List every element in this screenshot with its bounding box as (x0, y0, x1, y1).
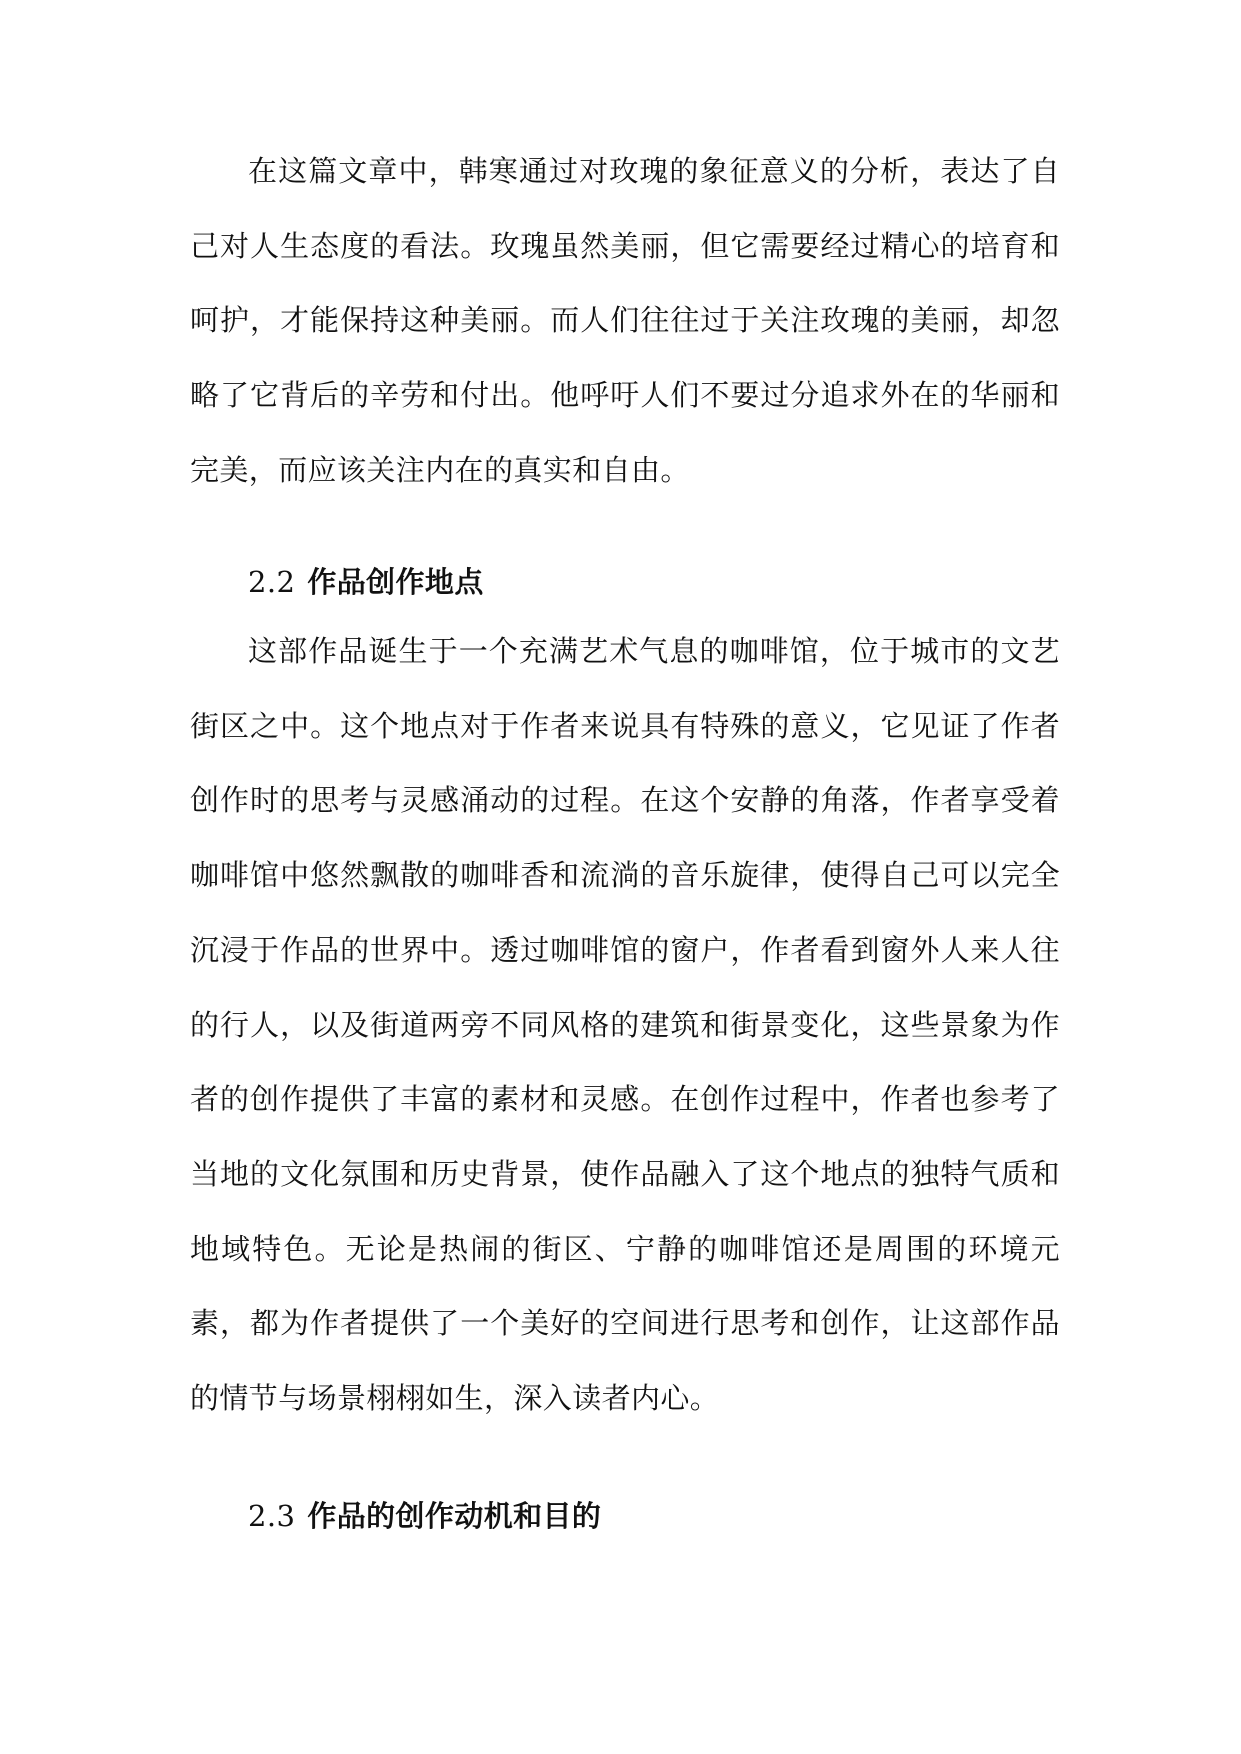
body-paragraph: 在这篇文章中，韩寒通过对玫瑰的象征意义的分析，表达了自己对人生态度的看法。玫瑰虽然美丽，但它需要经过精心的培育和呵护，才能保持这种美丽。而人们往往过于关注玫瑰的美丽，却忽略了它背后的辛劳和付出。他呼吁人们不要过分追求外在的华丽和完美，而应该关注内在的真实和自由。 (190, 154, 1060, 487)
section-heading (248, 1496, 601, 1536)
section-heading (248, 562, 484, 602)
section-number: 2.2 (248, 565, 296, 599)
section-title: 作品创作地点 (307, 565, 484, 599)
section-title: 作品的创作动机和目的 (307, 1499, 602, 1533)
body-paragraph: 这部作品诞生于一个充满艺术气息的咖啡馆，位于城市的文艺街区之中。这个地点对于作者来说具有特殊的意义，它见证了作者创作时的思考与灵感涌动的过程。在这个安静的角落，作者享受着咖啡馆中悠然飘散的咖啡香和流淌的音乐旋律，使得自己可以完全沉浸于作品的世界中。透过咖啡馆的窗户，作者看到窗外人来人往的行人，以及街道两旁不同风格的建筑和街景变化，这些景象为作者的创作提供了丰富的素材和灵感。在创作过程中，作者也参考了当地的文化氛围和历史背景，使作品融入了这个地点的独特气质和地域特色。无论是热闹的街区、宁静的咖啡馆还是周围的环境元素，都为作者提供了一个美好的空间进行思考和创作，让这部作品的情节与场景栩栩如生，深入读者内心。 (190, 634, 1060, 1416)
section-number: 2.3 (248, 1499, 296, 1533)
